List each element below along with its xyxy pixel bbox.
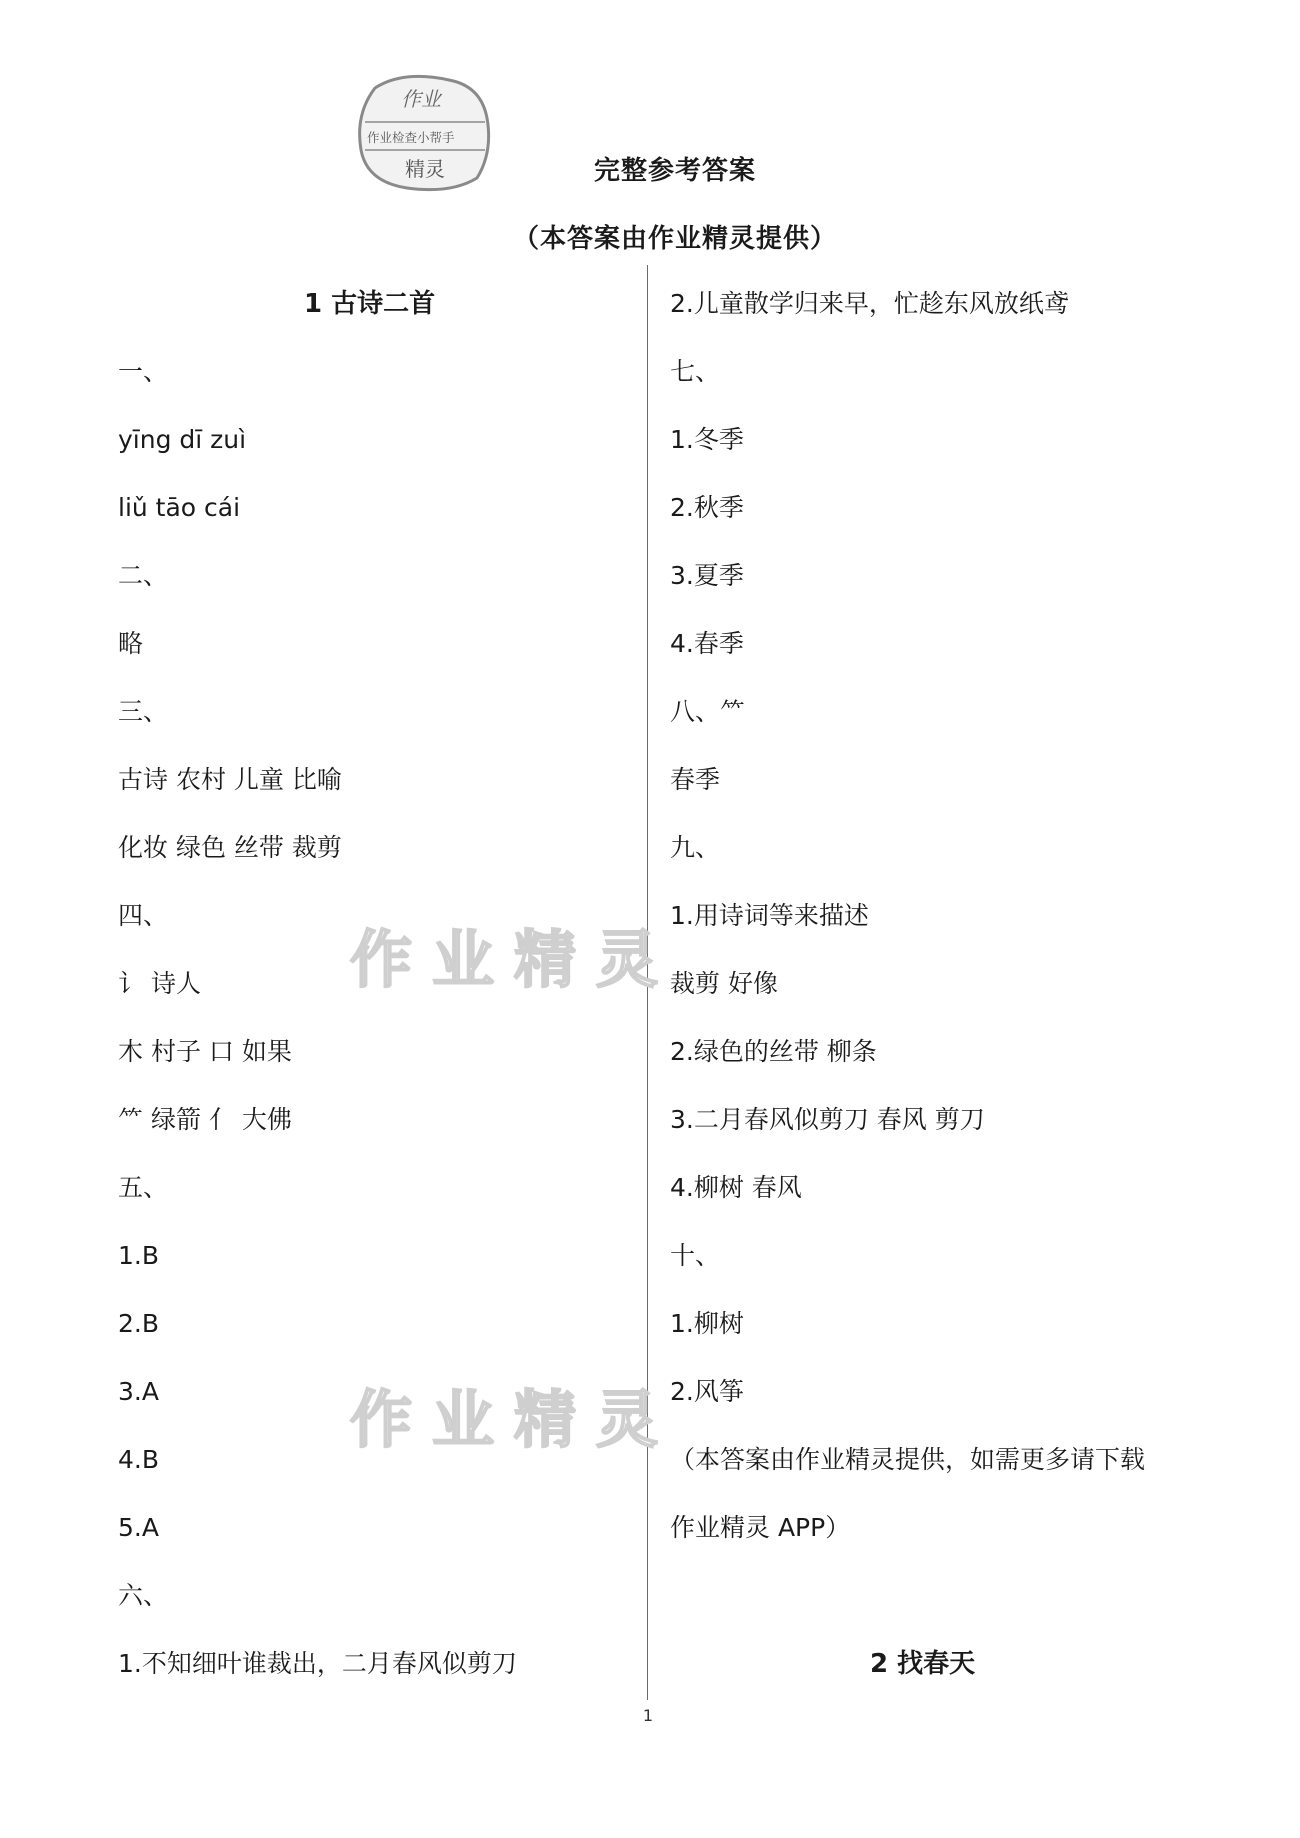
stamp-top-text: 作业 [401,87,441,111]
right-column [670,282,1230,1710]
answer-line: 八、⺮ [670,697,746,726]
answer-line: ⺮ 绿箭 亻 大佛 [118,1105,292,1134]
answer-line: 讠 诗人 [118,969,201,998]
answer-line: 九、 [670,833,721,862]
answer-line: 2.儿童散学归来早，忙趁东风放纸鸢 [670,289,1069,318]
answer-line: 木 村子 口 如果 [118,1037,292,1066]
section-heading: 2 找春天 [870,1649,976,1679]
left-column [118,282,678,1710]
answer-line: 1.不知细叶谁裁出，二月春风似剪刀 [118,1649,517,1678]
answer-line: 2.绿色的丝带 柳条 [670,1037,877,1066]
answer-line: 古诗 农村 儿童 比喻 [118,765,342,794]
answer-line: 4.B [118,1445,160,1474]
page-subtitle: （本答案由作业精灵提供） [512,224,837,254]
answer-line: 1.冬季 [670,425,744,454]
watermark: 作业精灵 [350,923,679,996]
answer-line: 3.二月春风似剪刀 春风 剪刀 [670,1105,985,1134]
answer-line: 2.风筝 [670,1377,744,1406]
answer-line: 作业精灵 APP） [670,1513,851,1542]
answer-line: 二、 [118,561,169,590]
answer-line: 裁剪 好像 [670,969,778,998]
stamp-middle-text: 作业检查小帮手 [367,130,455,145]
answer-line: 十、 [670,1241,721,1270]
answer-line: 4.春季 [670,629,744,658]
page-number: 1 [642,1706,654,1725]
answer-line: 五、 [118,1173,169,1202]
answer-line: 1.B [118,1241,160,1270]
answer-line: 七、 [670,357,721,386]
answer-line: 3.夏季 [670,561,744,590]
stamp-bottom-text: 精灵 [405,157,445,181]
answer-line: 2.秋季 [670,493,744,522]
answer-line: yīng dī zuì [118,425,247,454]
watermark: 作业精灵 [350,1383,679,1456]
answer-line: 三、 [118,697,169,726]
answer-line: 六、 [118,1581,169,1610]
answer-line: 2.B [118,1309,160,1338]
answer-line: 5.A [118,1513,159,1542]
blank-space [670,1574,1230,1642]
answer-line: liǔ tāo cái [118,493,241,522]
page-title: 完整参考答案 [593,156,756,186]
answer-line: 1.柳树 [670,1309,744,1338]
answer-line: 化妆 绿色 丝带 裁剪 [118,833,342,862]
section-heading: 1 古诗二首 [304,289,436,319]
answer-line: 略 [118,629,144,658]
answer-line: 1.用诗词等来描述 [670,901,869,930]
answer-line: 4.柳树 春风 [670,1173,802,1202]
answer-line: 春季 [670,765,721,794]
answer-line: 3.A [118,1377,159,1406]
answer-line: 一、 [118,357,169,386]
answer-line: （本答案由作业精灵提供，如需更多请下载 [670,1445,1146,1474]
answer-line: 四、 [118,901,169,930]
